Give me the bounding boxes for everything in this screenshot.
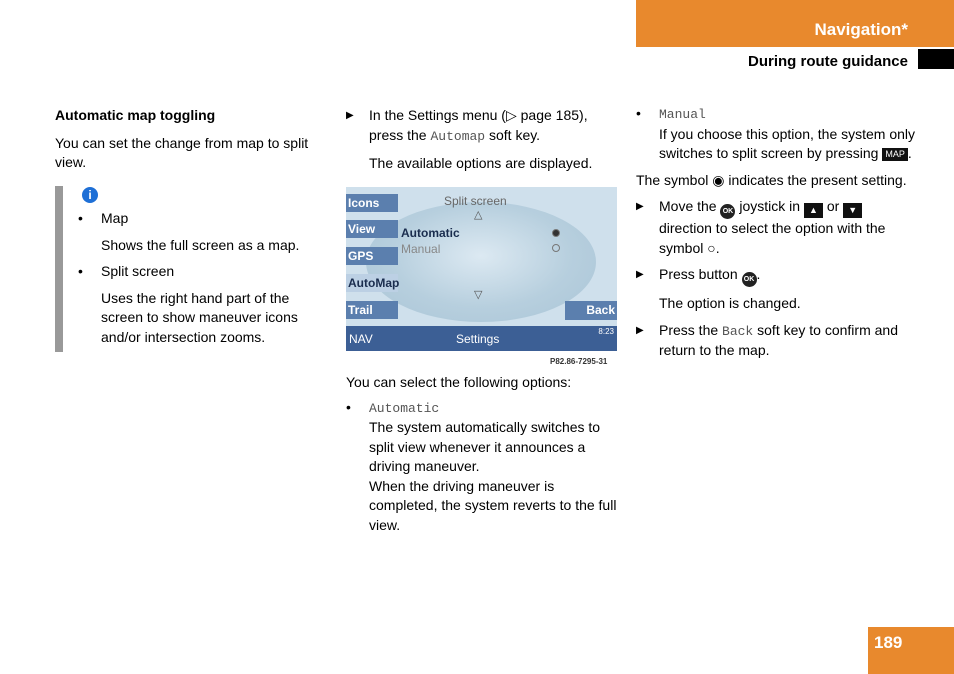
step-text: . <box>715 239 720 256</box>
screen-status-bar <box>346 326 617 351</box>
option-automatic-key <box>346 398 618 419</box>
radio-selected-icon <box>552 229 560 237</box>
step-text: . <box>756 266 761 282</box>
intro-text: You can set the change from map to split view. <box>55 134 309 170</box>
step-text: joystick in <box>735 198 804 214</box>
step-result: The option is changed. <box>659 295 801 311</box>
desc-text: indicates the present setting. <box>724 171 907 188</box>
desc-text: The symbol <box>636 171 713 188</box>
step-text: direction to select the option with the symbol <box>659 220 886 256</box>
ok-button-icon: OK <box>720 204 735 219</box>
option-manual: Manual <box>401 242 441 256</box>
info-box <box>55 186 330 352</box>
desc-text: If you choose this option, the system only switches to split screen by pressing <box>659 125 916 161</box>
options-intro: You can select the following options: <box>346 374 572 390</box>
option-automatic-desc2: When the driving maneuver is completed, the system reverts to the full view. <box>369 477 617 533</box>
list-item-desc: Shows the full screen as a map. <box>101 236 300 253</box>
map-key-icon: MAP <box>882 148 908 161</box>
info-list <box>78 209 333 347</box>
step-text: page 185), press the <box>369 107 588 143</box>
option-automatic: Automatic <box>401 226 460 240</box>
step-text: Press the <box>659 321 723 338</box>
step-result: The available options are displayed. <box>369 155 593 171</box>
softkey-label: Automap <box>430 128 486 144</box>
list-item: • Split screen <box>78 262 333 282</box>
page-number: 189 <box>874 633 903 652</box>
list-item-desc: Uses the right hand part of the screen to show maneuver icons and/or intersection zooms. <box>101 289 298 345</box>
softkey-label: Manual <box>659 107 706 122</box>
step-move-joystick <box>636 197 916 258</box>
page-title: Navigation* <box>814 20 908 39</box>
image-caption: P82.86-7295-31 <box>550 357 608 366</box>
option-manual-key <box>636 104 916 125</box>
screen-title: Split screen <box>444 194 507 208</box>
page-ref-arrow-icon: ▷ <box>505 107 517 123</box>
column-middle-lower <box>346 373 618 535</box>
step-text: Press button <box>659 266 742 282</box>
softkey-gps: GPS <box>346 247 398 265</box>
status-time: 8:23 <box>598 327 614 336</box>
softkey-icons: Icons <box>346 194 398 212</box>
softkey-trail: Trail <box>346 301 398 319</box>
column-right <box>636 104 916 361</box>
symbol-note <box>636 171 916 191</box>
info-bar <box>55 186 63 352</box>
list-item: • Map <box>78 209 333 229</box>
arrow-up-icon: △ <box>474 209 483 221</box>
softkey-label: Back <box>722 323 754 339</box>
step-text: soft key. <box>485 126 541 143</box>
step-text: or <box>822 198 844 214</box>
step-settings <box>346 106 618 146</box>
option-manual-desc: If you choose this option, the system only switches to split screen by pressing MAP . <box>659 125 916 161</box>
subtitle-marker <box>918 49 954 69</box>
softkey-automap: AutoMap <box>348 276 400 290</box>
softkey-back: Back <box>565 301 617 320</box>
arrow-down-icon: ▼ <box>843 203 862 218</box>
section-heading: Automatic map toggling <box>55 107 216 123</box>
softkey-view: View <box>346 220 398 238</box>
status-nav: NAV <box>349 332 373 346</box>
section-subtitle: During route guidance <box>747 53 908 70</box>
step-press-ok <box>636 265 916 287</box>
option-automatic-desc: The system automatically switches to split view whenever it announces a driving maneuver. <box>369 419 601 474</box>
radio-filled-icon: ◉ <box>712 171 725 188</box>
step-text: soft key to confirm and return to the map. <box>659 321 898 358</box>
info-icon: i <box>82 187 98 203</box>
arrow-up-icon: ▲ <box>804 203 823 218</box>
column-left <box>55 106 330 173</box>
step-text: In the Settings menu ( <box>369 107 506 123</box>
ok-button-icon: OK <box>742 272 757 287</box>
settings-screen-image <box>346 187 617 351</box>
status-settings: Settings <box>456 332 500 346</box>
radio-empty-icon <box>552 244 560 252</box>
softkey-label: Automatic <box>369 400 440 416</box>
column-middle <box>346 106 618 174</box>
step-press-back <box>636 321 916 361</box>
radio-empty-icon: ○ <box>707 239 716 256</box>
page-number-box <box>868 627 954 674</box>
step-text: Move the <box>659 198 721 214</box>
arrow-down-icon: ▽ <box>474 289 483 301</box>
